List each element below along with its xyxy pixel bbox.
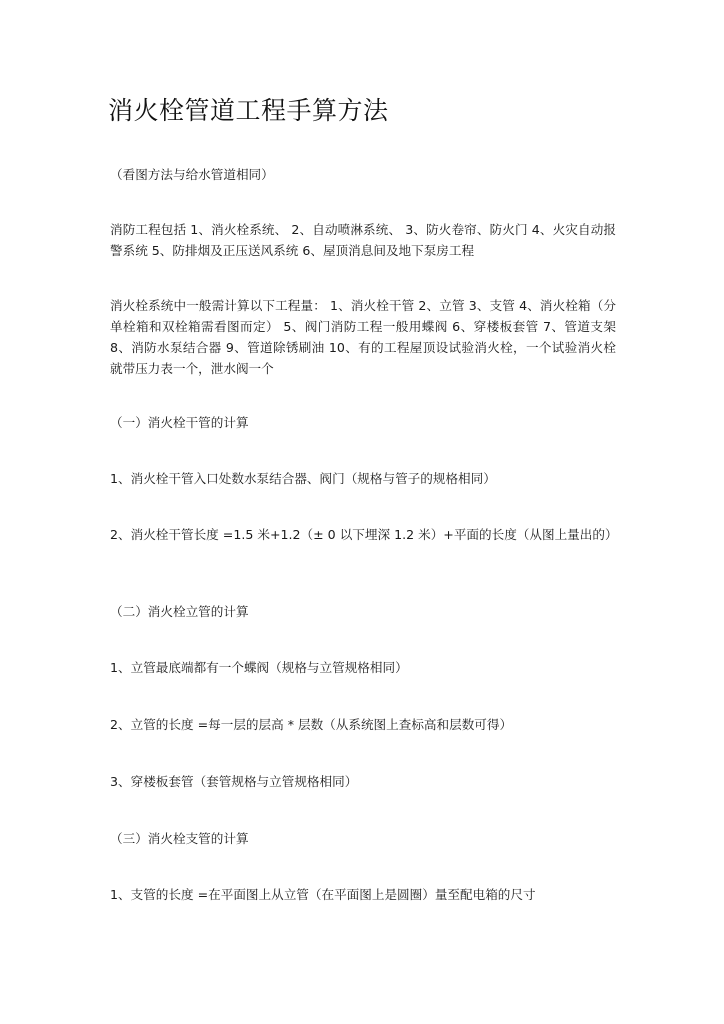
section-3-heading: （三）消火栓支管的计算	[110, 831, 249, 846]
section-1-heading: （一）消火栓干管的计算	[110, 415, 249, 430]
section-3-paragraph-1: 1、支管的长度 =在平面图上从立管（在平面图上是圆圈）量至配电箱的尺寸	[110, 887, 536, 902]
section-2-paragraph-1: 1、立管最底端都有一个蝶阀（规格与立管规格相同）	[110, 660, 408, 675]
document-title: 消火栓管道工程手算方法	[108, 96, 389, 125]
section-2-paragraph-3: 3、穿楼板套管（套管规格与立管规格相同）	[110, 774, 358, 789]
section-1-paragraph-1: 1、消火栓干管入口处数水泵结合器、阀门（规格与管子的规格相同）	[110, 471, 496, 486]
section-2-paragraph-2: 2、立管的长度 =每一层的层高 * 层数（从系统图上查标高和层数可得）	[110, 717, 513, 732]
section-1-paragraph-2: 2、消火栓干管长度 =1.5 米+1.2（± 0 以下埋深 1.2 米）+平面的长度（从图上量出的）	[110, 527, 618, 542]
subtitle-note: （看图方法与给水管道相同）	[110, 167, 274, 182]
items-paragraph: 消火栓系统中一般需计算以下工程量： 1、消火栓干管 2、立管 3、支管 4、消火栓箱（分单栓箱和双栓箱需看图而定） 5、阀门消防工程一般用蝶阀 6、穿楼板套管 7、管道支架 8、消防水泵结合器 9、管道除锈刷油 10、有的工程屋顶设试验消火栓，一个试验消火栓就带压力表一个，泄水阀一个	[110, 298, 616, 376]
section-2-heading: （二）消火栓立管的计算	[110, 604, 249, 619]
intro-paragraph: 消防工程包括 1、消火栓系统、 2、自动喷淋系统、 3、防火卷帘、防火门 4、火灾自动报警系统 5、防排烟及正压送风系统 6、屋顶消息间及地下泵房工程	[110, 222, 616, 258]
